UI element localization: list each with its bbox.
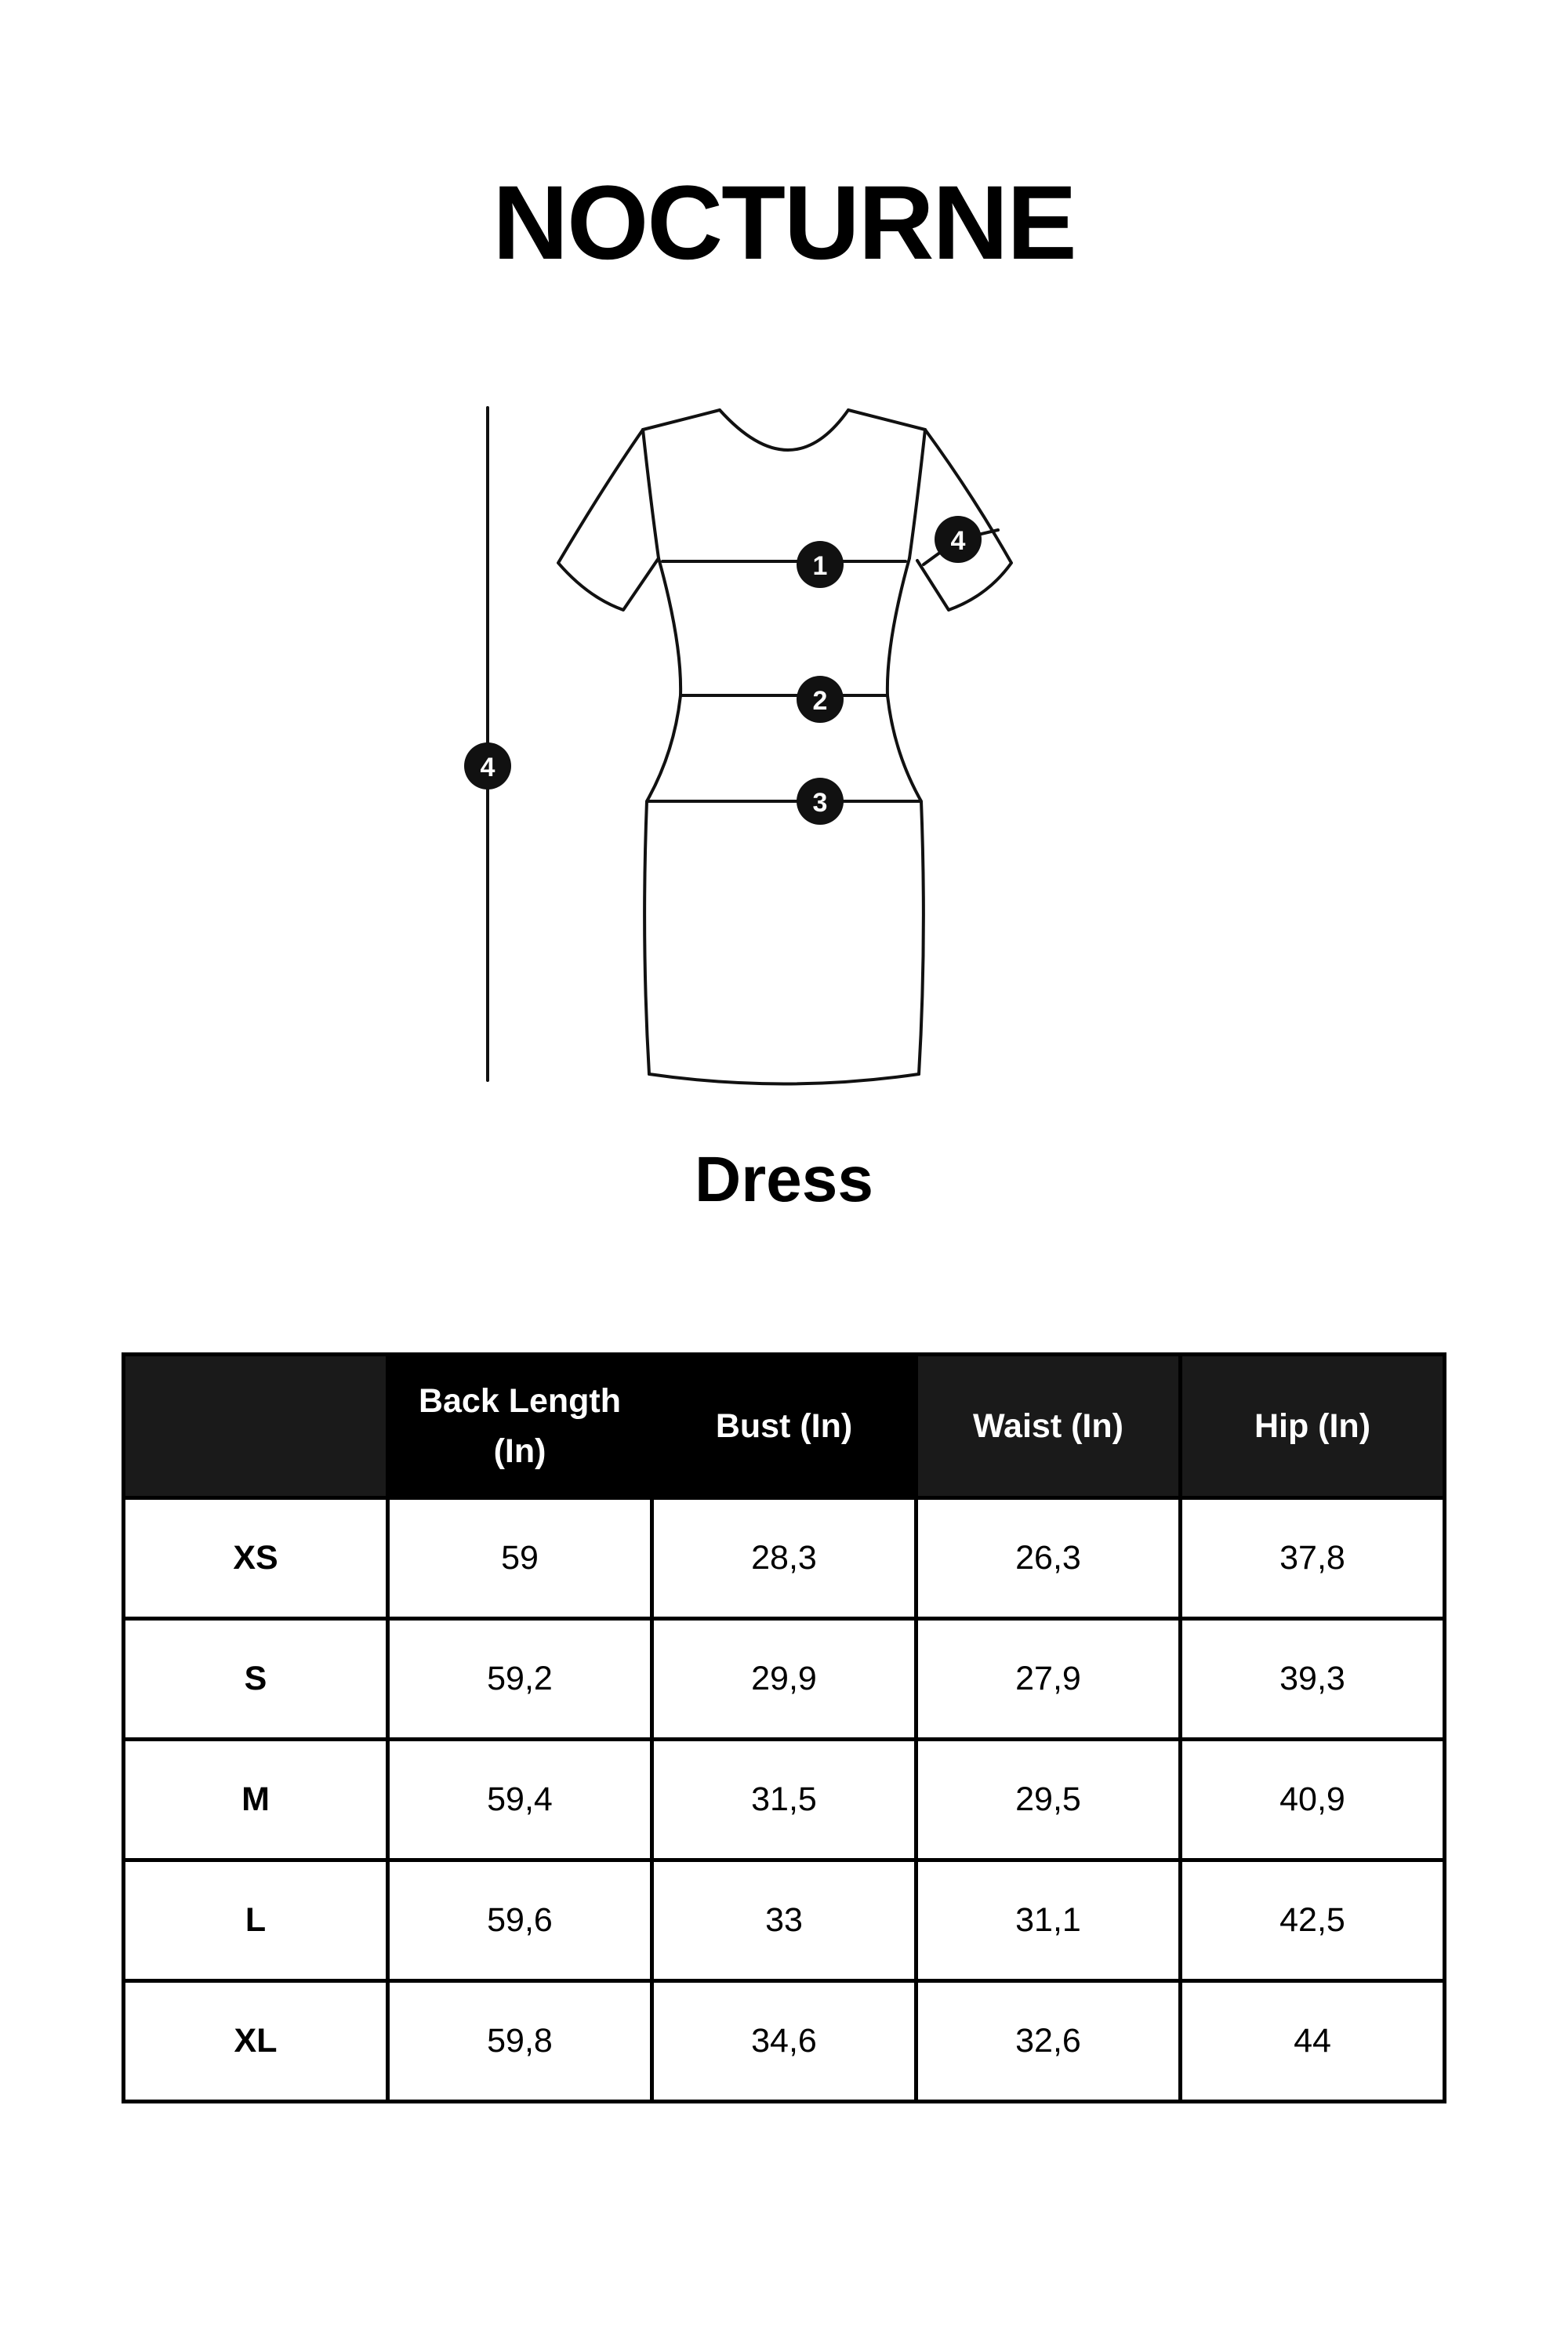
svg-text:4: 4 [950, 526, 966, 556]
back-length-value: 59,6 [388, 1860, 652, 1981]
waist-value: 26,3 [916, 1498, 1181, 1619]
size-label: XS [124, 1498, 388, 1619]
left-armhole [643, 430, 659, 558]
waist-value: 32,6 [916, 1981, 1181, 2102]
hem [649, 1074, 919, 1084]
header-hip: Hip (In) [1181, 1355, 1445, 1498]
back-length-value: 59,4 [388, 1740, 652, 1860]
svg-text:3: 3 [812, 788, 828, 818]
waist-value: 31,1 [916, 1860, 1181, 1981]
left-shoulder [558, 410, 720, 610]
marker-4-sleeve [935, 516, 982, 563]
waist-value: 29,5 [916, 1740, 1181, 1860]
table-row [124, 1740, 1445, 1860]
right-side [887, 558, 924, 1074]
bust-value: 28,3 [652, 1498, 916, 1619]
header-waist: Waist (In) [916, 1355, 1181, 1498]
table-row [124, 1619, 1445, 1740]
svg-text:2: 2 [812, 686, 828, 716]
dress-diagram [0, 0, 1568, 1137]
bust-value: 31,5 [652, 1740, 916, 1860]
right-armhole [909, 430, 925, 558]
back-length-value: 59 [388, 1498, 652, 1619]
header-bust: Bust (In) [652, 1355, 916, 1498]
hip-value: 44 [1181, 1981, 1445, 2102]
size-label: XL [124, 1981, 388, 2102]
table-row [124, 1860, 1445, 1981]
hip-value: 40,9 [1181, 1740, 1445, 1860]
left-side [644, 558, 681, 1074]
hip-value: 42,5 [1181, 1860, 1445, 1981]
waist-value: 27,9 [916, 1619, 1181, 1740]
hip-value: 37,8 [1181, 1498, 1445, 1619]
header-back-length: Back Length (In) [388, 1355, 652, 1498]
bust-value: 29,9 [652, 1619, 916, 1740]
header-size [124, 1355, 388, 1498]
size-table [122, 1352, 1446, 2103]
right-shoulder [848, 410, 1011, 610]
bust-value: 33 [652, 1860, 916, 1981]
hip-value: 39,3 [1181, 1619, 1445, 1740]
bust-value: 34,6 [652, 1981, 916, 2102]
marker-2 [797, 676, 844, 723]
svg-text:1: 1 [812, 551, 828, 581]
back-length-value: 59,2 [388, 1619, 652, 1740]
table-row [124, 1498, 1445, 1619]
size-label: M [124, 1740, 388, 1860]
marker-1 [797, 541, 844, 588]
marker-4-length [464, 742, 511, 789]
back-length-value: 59,8 [388, 1981, 652, 2102]
neckline [720, 410, 848, 450]
product-title: Dress [695, 1144, 873, 1215]
svg-text:4: 4 [480, 753, 495, 782]
size-label: S [124, 1619, 388, 1740]
size-label: L [124, 1860, 388, 1981]
header-row [124, 1355, 1445, 1498]
brand-logo: NOCTURNE [492, 165, 1076, 281]
marker-3 [797, 778, 844, 825]
table-row [124, 1981, 1445, 2102]
